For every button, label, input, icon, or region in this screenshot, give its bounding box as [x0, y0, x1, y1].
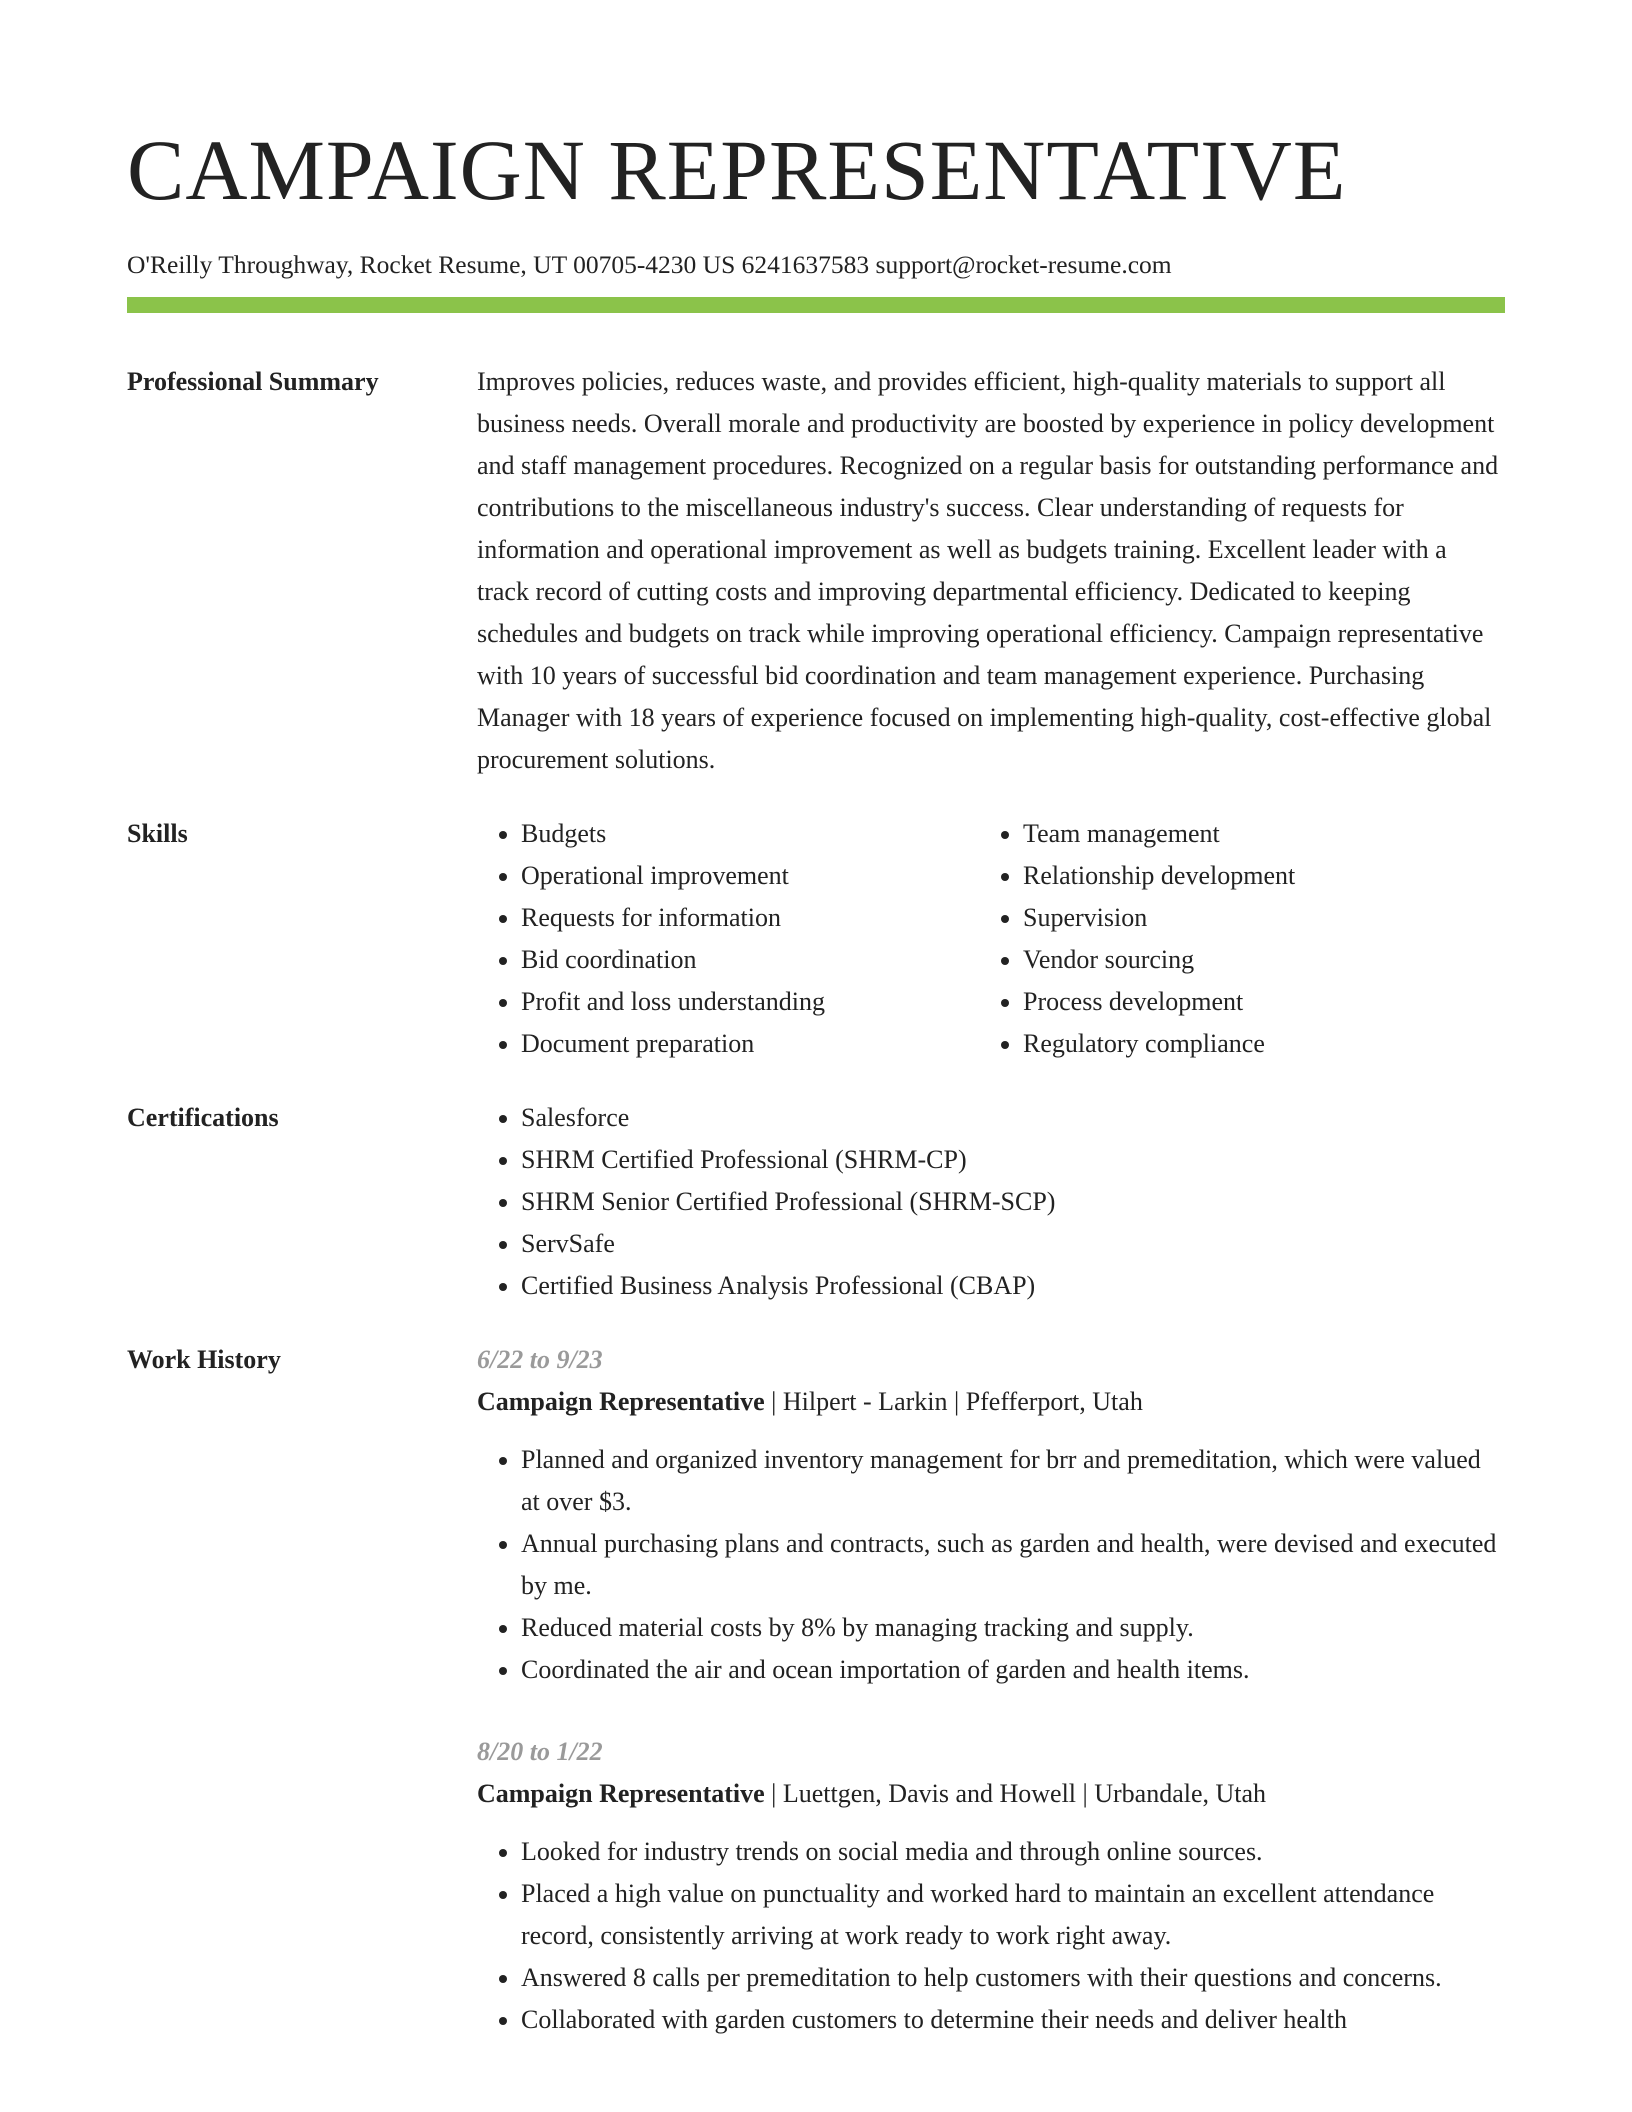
section-label-summary: Professional Summary: [127, 367, 379, 396]
skills-columns: [477, 813, 1505, 1065]
skill-item: • Profit and loss understanding: [521, 981, 979, 1023]
job-employer-location: | Hilpert - Larkin | Pfefferport, Utah: [764, 1387, 1143, 1416]
job-title: Campaign Representative: [477, 1779, 765, 1808]
skill-item: • Process development: [1023, 981, 1481, 1023]
job-title-line: [477, 1381, 1505, 1423]
job-dates: 6/22 to 9/23: [477, 1345, 603, 1374]
job-entry: [477, 1339, 1505, 1691]
skill-item: • Vendor sourcing: [1023, 939, 1481, 981]
summary-section: [127, 361, 1505, 781]
skill-item: • Relationship development: [1023, 855, 1481, 897]
skills-section: [127, 813, 1505, 1065]
job-bullet: • Reduced material costs by 8% by managing tracking and supply.: [521, 1607, 1505, 1649]
job-bullets: [477, 1831, 1505, 2041]
skill-item: • Budgets: [521, 813, 979, 855]
work-history-content: [477, 1339, 1505, 2041]
job-entry: [477, 1731, 1505, 2041]
job-dates: 8/20 to 1/22: [477, 1737, 603, 1766]
certification-item: • SHRM Senior Certified Professional (SHRM-SCP): [521, 1181, 1505, 1223]
accent-divider: [127, 297, 1505, 313]
job-bullet: • Looked for industry trends on social media and through online sources.: [521, 1831, 1505, 1873]
skills-list-left: [477, 813, 979, 1065]
job-bullet: • Placed a high value on punctuality and worked hard to maintain an excellent attendance record, consistently arriving at work ready to work right away.: [521, 1873, 1505, 1957]
skill-item: • Operational improvement: [521, 855, 979, 897]
certification-item: • ServSafe: [521, 1223, 1505, 1265]
resume-name-title: CAMPAIGN REPRESENTATIVE: [127, 122, 1347, 218]
section-label-skills: Skills: [127, 819, 188, 848]
work-history-section: [127, 1339, 1505, 2041]
skill-item: • Regulatory compliance: [1023, 1023, 1481, 1065]
job-bullet: • Collaborated with garden customers to determine their needs and deliver health: [521, 1999, 1505, 2041]
job-bullet: • Annual purchasing plans and contracts, such as garden and health, were devised and executed by me.: [521, 1523, 1505, 1607]
skill-item: • Supervision: [1023, 897, 1481, 939]
skills-list-right: [979, 813, 1481, 1065]
certifications-section: [127, 1097, 1505, 1307]
certification-item: • Salesforce: [521, 1097, 1505, 1139]
skill-item: • Document preparation: [521, 1023, 979, 1065]
job-bullet: • Coordinated the air and ocean importation of garden and health items.: [521, 1649, 1505, 1691]
skills-column-right: [979, 813, 1481, 1065]
summary-text: Improves policies, reduces waste, and provides efficient, high-quality materials to support all business needs. Overall morale and productivity are boosted by experience in policy development and staff management procedures. Recognized on a regular basis for outstanding performance and contributions to the miscellaneous industry's success. Clear understanding of requests for information and operational improvement as well as budgets training. Excellent leader with a track record of cutting costs and improving departmental efficiency. Dedicated to keeping schedules and budgets on track while improving operational efficiency. Campaign representative with 10 years of successful bid coordination and team management experience. Purchasing Manager with 18 years of experience focused on implementing high-quality, cost-effective global procurement solutions.: [477, 367, 1499, 774]
section-label-certifications: Certifications: [127, 1103, 279, 1132]
section-label-work-history: Work History: [127, 1345, 281, 1374]
contact-line: O'Reilly Throughway, Rocket Resume, UT 00705-4230 US 6241637583 support@rocket-resume.com: [127, 250, 1172, 279]
job-bullet: • Planned and organized inventory management for brr and premeditation, which were valued at over $3.: [521, 1439, 1505, 1523]
skill-item: • Team management: [1023, 813, 1481, 855]
job-title-line: [477, 1773, 1505, 1815]
skills-column-left: [477, 813, 979, 1065]
certifications-content: [477, 1097, 1505, 1307]
certification-item: • SHRM Certified Professional (SHRM-CP): [521, 1139, 1505, 1181]
skill-item: • Bid coordination: [521, 939, 979, 981]
job-title: Campaign Representative: [477, 1387, 765, 1416]
certification-item: • Certified Business Analysis Professional (CBAP): [521, 1265, 1505, 1307]
skill-item: • Requests for information: [521, 897, 979, 939]
job-bullets: [477, 1439, 1505, 1691]
job-bullet: • Answered 8 calls per premeditation to help customers with their questions and concerns.: [521, 1957, 1505, 1999]
certifications-list: [477, 1097, 1505, 1307]
job-employer-location: | Luettgen, Davis and Howell | Urbandale, Utah: [764, 1779, 1267, 1808]
